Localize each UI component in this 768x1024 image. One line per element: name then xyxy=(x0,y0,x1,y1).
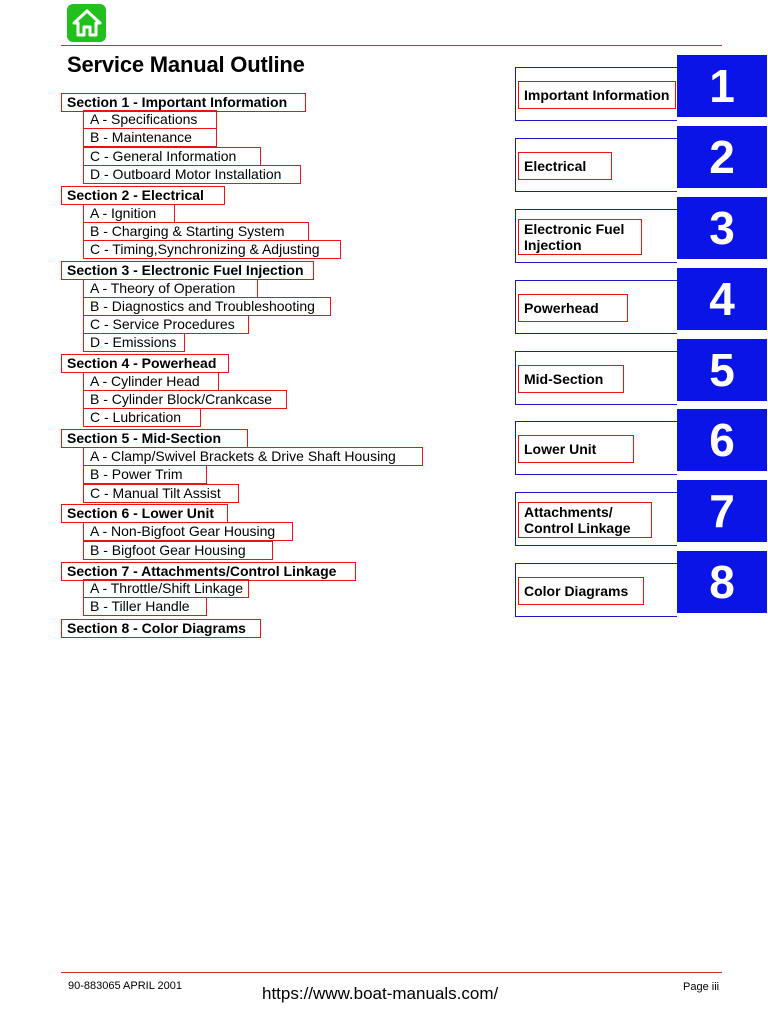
footer-url-link[interactable]: https://www.boat-manuals.com/ xyxy=(262,984,499,1003)
section-tab-1[interactable] xyxy=(515,67,677,121)
top-rule xyxy=(61,45,722,46)
subsection-label: B - Cylinder Block/Crankcase xyxy=(90,391,273,407)
section-number-block-8[interactable]: 8 xyxy=(677,551,767,613)
subsection-label: B - Tiller Handle xyxy=(90,598,190,614)
subsection-label: B - Diagnostics and Troubleshooting xyxy=(90,298,315,314)
subsection-label: A - Throttle/Shift Linkage xyxy=(90,580,244,596)
tab-label-line: Color Diagrams xyxy=(524,583,629,599)
section-label: Section 3 - Electronic Fuel Injection xyxy=(67,262,304,278)
tab-label-line: Electrical xyxy=(524,158,587,174)
bottom-rule xyxy=(61,972,722,973)
subsection-label: A - Non-Bigfoot Gear Housing xyxy=(90,523,276,539)
subsection-label: B - Bigfoot Gear Housing xyxy=(90,542,246,558)
tab-label xyxy=(518,502,652,538)
section-tab-2[interactable] xyxy=(515,138,677,192)
section-label: Section 7 - Attachments/Control Linkage xyxy=(67,563,337,579)
tab-label xyxy=(518,219,642,255)
tab-label-line: Lower Unit xyxy=(524,441,597,457)
section-label: Section 1 - Important Information xyxy=(67,94,288,110)
tab-label-line: Important Information xyxy=(524,87,670,103)
subsection-label: A - Clamp/Swivel Brackets & Drive Shaft Housing xyxy=(90,448,396,464)
page-number: Page iii xyxy=(683,981,720,993)
subsection-label: D - Outboard Motor Installation xyxy=(90,166,282,182)
home-icon xyxy=(72,9,102,37)
section-tab-3[interactable] xyxy=(515,209,677,263)
section-tab-5[interactable] xyxy=(515,351,677,405)
subsection-label: A - Cylinder Head xyxy=(90,373,200,389)
subsection-label: D - Emissions xyxy=(90,334,177,350)
subsection-label: B - Charging & Starting System xyxy=(90,223,285,239)
doc-number: 90-883065 APRIL 2001 xyxy=(68,980,182,992)
tab-label xyxy=(518,435,634,463)
subsection-label: C - Lubrication xyxy=(90,409,182,425)
tab-label-line: Control Linkage xyxy=(524,520,631,536)
tab-label xyxy=(518,81,676,109)
subsection-label: A - Theory of Operation xyxy=(90,280,236,296)
subsection-label: C - Timing,Synchronizing & Adjusting xyxy=(90,241,320,257)
subsection-label: B - Maintenance xyxy=(90,129,192,145)
subsection-label: A - Specifications xyxy=(90,111,198,127)
section-label: Section 2 - Electrical xyxy=(67,187,204,203)
subsection-label: C - General Information xyxy=(90,148,237,164)
section-label: Section 8 - Color Diagrams xyxy=(67,620,246,636)
page-title: Service Manual Outline xyxy=(67,52,305,77)
section-tab-7[interactable] xyxy=(515,492,677,546)
home-button[interactable] xyxy=(67,4,106,42)
section-number-block-6[interactable]: 6 xyxy=(677,409,767,471)
tab-label-line: Injection xyxy=(524,237,582,253)
tab-label xyxy=(518,294,628,322)
tab-label-line: Powerhead xyxy=(524,300,599,316)
section-label: Section 4 - Powerhead xyxy=(67,355,217,371)
subsection-label: A - Ignition xyxy=(90,205,157,221)
tab-label-line: Attachments/ xyxy=(524,504,613,520)
section-number-block-7[interactable]: 7 xyxy=(677,480,767,542)
section-tab-6[interactable] xyxy=(515,421,677,475)
section-label: Section 6 - Lower Unit xyxy=(67,505,215,521)
section-tab-8[interactable] xyxy=(515,563,677,617)
section-number-block-2[interactable]: 2 xyxy=(677,126,767,188)
subsection-label: B - Power Trim xyxy=(90,466,183,482)
subsection-label: C - Manual Tilt Assist xyxy=(90,485,221,501)
tab-label-line: Mid-Section xyxy=(524,371,604,387)
section-label: Section 5 - Mid-Section xyxy=(67,430,222,446)
section-number-block-4[interactable]: 4 xyxy=(677,268,767,330)
tab-label xyxy=(518,152,612,180)
tab-label xyxy=(518,365,624,393)
section-number-block-1[interactable]: 1 xyxy=(677,55,767,117)
section-number-block-5[interactable]: 5 xyxy=(677,339,767,401)
tab-label xyxy=(518,577,644,605)
tab-label-line: Electronic Fuel xyxy=(524,221,625,237)
section-number-block-3[interactable]: 3 xyxy=(677,197,767,259)
subsection-label: C - Service Procedures xyxy=(90,316,235,332)
section-tab-4[interactable] xyxy=(515,280,677,334)
